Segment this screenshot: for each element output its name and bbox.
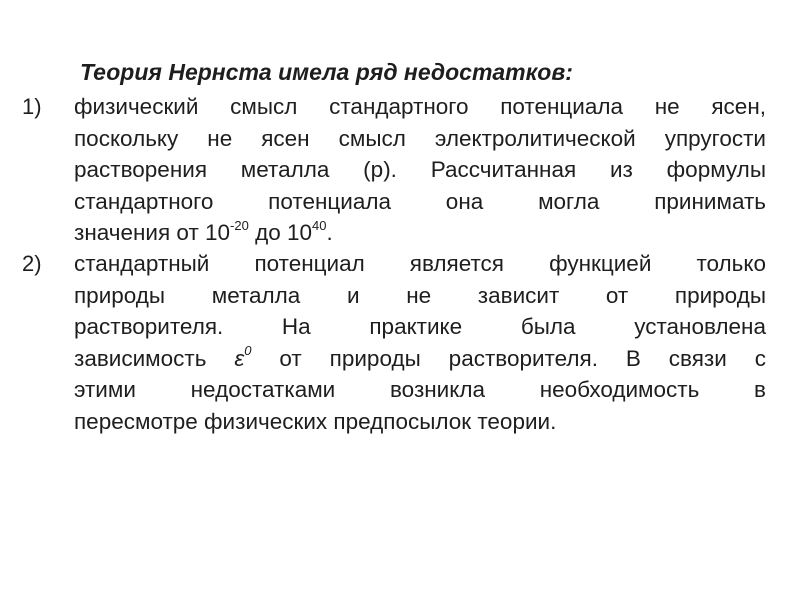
text-line: стандартный потенциал является функцией только [74, 251, 766, 276]
epsilon-symbol: ε [234, 345, 245, 371]
text-fragment: от природы растворителя. В связи с [251, 345, 766, 371]
text-fragment: до 10 [248, 220, 312, 245]
text-line: растворителя. На практике была установлена [74, 314, 766, 339]
text-line: физический смысл стандартного потенциала не ясен, [74, 94, 766, 119]
list-item-number: 2) [22, 251, 42, 276]
text-line: природы металла и не зависит от природы [74, 282, 766, 308]
text-line: растворения металла (p). Рассчитанная из формулы [74, 157, 766, 182]
exponent: 40 [312, 217, 327, 233]
text-line [74, 343, 766, 375]
exponent: 0 [244, 343, 252, 358]
list-item-number: 1) [22, 94, 42, 119]
text-line [74, 217, 766, 249]
slide-title: Теория Нернста имела ряд недостатков: [80, 59, 573, 85]
text-fragment: . [326, 220, 333, 245]
list-item-text [74, 91, 766, 249]
text-fragment: значения от 10 [74, 220, 231, 245]
text-line: поскольку не ясен смысл электролитической упругости [74, 125, 766, 151]
list-item-text [74, 248, 766, 437]
text-line: стандартного потенциала она могла принимать [74, 188, 766, 214]
text-fragment: зависимость [74, 345, 235, 371]
exponent: -20 [230, 217, 249, 233]
text-line: этими недостатками возникла необходимость в [74, 377, 766, 402]
text-line: пересмотре физических предпосылок теории. [74, 408, 557, 434]
